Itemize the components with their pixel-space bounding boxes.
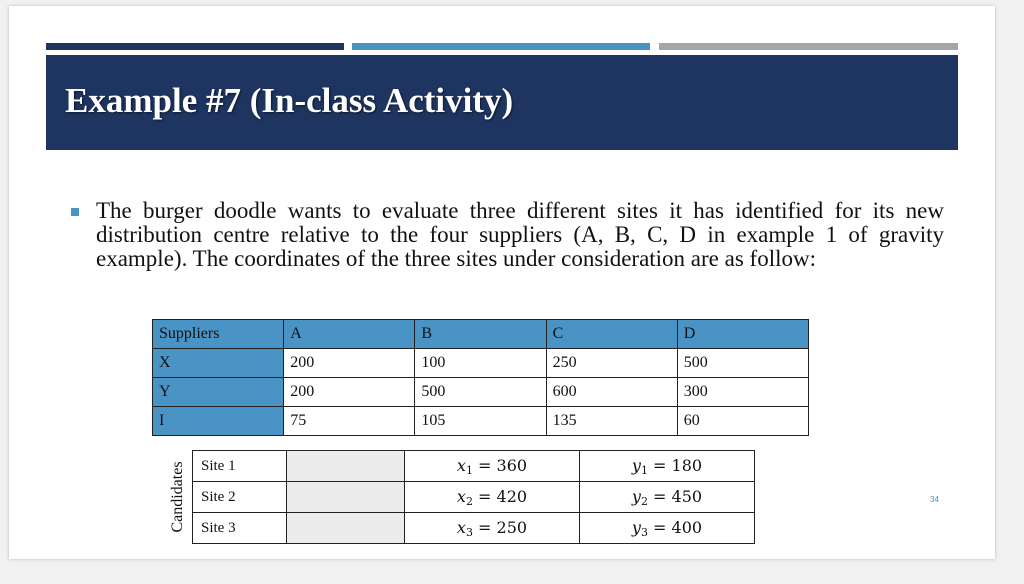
table-cell: 250	[546, 349, 677, 378]
table-cell: 300	[677, 378, 808, 407]
y-subscript: 1	[640, 463, 648, 477]
table-cell: 200	[284, 378, 415, 407]
y-var: y	[631, 517, 641, 537]
row-label-cell: Y	[153, 378, 284, 407]
table-header-cell: Suppliers	[153, 320, 284, 349]
row-label-cell: X	[153, 349, 284, 378]
site-cell: Site 1	[193, 451, 287, 482]
accent-bar-gray	[659, 43, 958, 50]
candidates-label-text: Candidates	[169, 461, 186, 533]
y-value: 450	[671, 486, 703, 506]
site-cell: Site 3	[193, 513, 287, 544]
y-var: y	[631, 455, 641, 475]
candidates-label	[166, 454, 190, 540]
table-row	[153, 349, 809, 378]
accent-bar-dark	[46, 43, 344, 50]
table-row	[193, 451, 755, 482]
suppliers-table	[152, 319, 809, 436]
site-cell: Site 2	[193, 482, 287, 513]
table-row	[153, 407, 809, 436]
y-coordinate-cell: $y_1 = 180$	[580, 451, 755, 482]
blank-cell	[287, 451, 405, 482]
square-bullet-icon	[71, 208, 79, 216]
x-value: 250	[496, 517, 528, 537]
candidates-table	[192, 450, 755, 544]
bullet-text: The burger doodle wants to evaluate three different sites it has identified for its new distribution centre relative to the four suppliers (A, B, C, D in example 1 of gravity example). The coordinates of the three sites under consideration are as follow:	[96, 198, 944, 271]
y-value: 180	[671, 455, 703, 475]
blank-cell	[287, 513, 405, 544]
y-subscript: 2	[640, 494, 648, 508]
table-row	[153, 378, 809, 407]
table-header-row	[153, 320, 809, 349]
x-coordinate-cell: $x_3 = 250$	[405, 513, 580, 544]
table-row	[193, 513, 755, 544]
table-cell: 105	[415, 407, 546, 436]
page-number: 34	[930, 495, 939, 504]
y-coordinate-cell: $y_3 = 400$	[580, 513, 755, 544]
table-cell: 500	[677, 349, 808, 378]
x-coordinate-cell: $x_1 = 360$	[405, 451, 580, 482]
x-subscript: 1	[465, 463, 473, 477]
x-coordinate-cell: $x_2 = 420$	[405, 482, 580, 513]
table-cell: 100	[415, 349, 546, 378]
x-value: 360	[496, 455, 528, 475]
x-var: x	[456, 517, 466, 537]
table-header-cell: D	[677, 320, 808, 349]
y-coordinate-cell: $y_2 = 450$	[580, 482, 755, 513]
accent-bar-blue	[352, 43, 650, 50]
x-value: 420	[496, 486, 528, 506]
y-value: 400	[671, 517, 703, 537]
title-band	[46, 55, 958, 150]
table-header-cell: C	[546, 320, 677, 349]
table-cell: 600	[546, 378, 677, 407]
table-cell: 200	[284, 349, 415, 378]
x-subscript: 3	[465, 525, 473, 539]
table-header-cell: B	[415, 320, 546, 349]
table-cell: 500	[415, 378, 546, 407]
y-var: y	[631, 486, 641, 506]
table-row	[193, 482, 755, 513]
slide-title: Example #7 (In-class Activity)	[65, 81, 514, 120]
x-var: x	[456, 486, 466, 506]
table-cell: 60	[677, 407, 808, 436]
x-var: x	[456, 455, 466, 475]
blank-cell	[287, 482, 405, 513]
table-header-cell: A	[284, 320, 415, 349]
table-cell: 135	[546, 407, 677, 436]
y-subscript: 3	[640, 525, 648, 539]
row-label-cell: I	[153, 407, 284, 436]
slide	[9, 6, 995, 559]
x-subscript: 2	[465, 494, 473, 508]
table-cell: 75	[284, 407, 415, 436]
